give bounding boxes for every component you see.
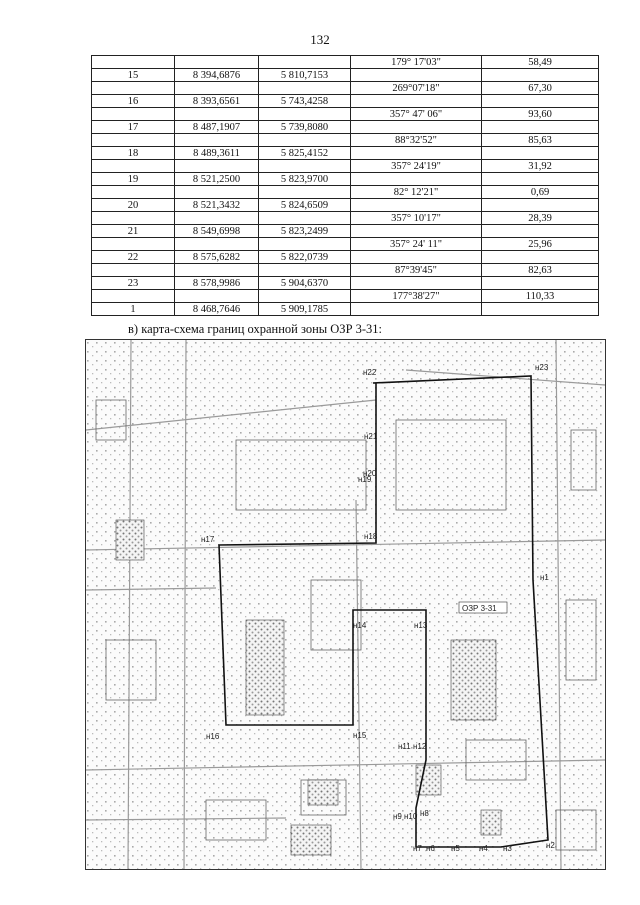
x-coordinate-cell: 8 578,9986 <box>175 277 259 290</box>
vertex-label-n1: н1 <box>540 573 549 582</box>
x-coordinate-cell: 8 549,6998 <box>175 225 259 238</box>
x-coordinate-cell <box>175 238 259 251</box>
vertex-label-n11: н11 <box>398 742 411 751</box>
boundary-map <box>85 339 606 870</box>
bearing-cell <box>351 277 482 290</box>
vertex-label-n14: н14 <box>353 621 367 630</box>
distance-cell <box>482 121 599 134</box>
point-number-cell: 19 <box>92 173 175 186</box>
segment-row <box>92 108 599 121</box>
segment-row <box>92 264 599 277</box>
point-row <box>92 251 599 264</box>
y-coordinate-cell: 5 904,6370 <box>259 277 351 290</box>
point-number-cell: 20 <box>92 199 175 212</box>
x-coordinate-cell: 8 489,3611 <box>175 147 259 160</box>
bearing-cell: 357° 10'17" <box>351 212 482 225</box>
x-coordinate-cell <box>175 82 259 95</box>
zone-label: ОЗР 3-31 <box>462 604 497 613</box>
y-coordinate-cell: 5 822,0739 <box>259 251 351 264</box>
distance-cell <box>482 147 599 160</box>
point-row <box>92 95 599 108</box>
point-row <box>92 277 599 290</box>
point-number-cell <box>92 108 175 121</box>
point-number-cell: 1 <box>92 303 175 316</box>
vertex-label-n8: н8 <box>420 809 429 818</box>
x-coordinate-cell: 8 575,6282 <box>175 251 259 264</box>
vertex-label-n16: н16 <box>206 732 220 741</box>
vertex-label-n19: н19 <box>358 475 372 484</box>
vertex-label-n18: н18 <box>364 532 378 541</box>
point-number-cell <box>92 238 175 251</box>
y-coordinate-cell <box>259 82 351 95</box>
distance-cell: 85,63 <box>482 134 599 147</box>
point-number-cell <box>92 264 175 277</box>
x-coordinate-cell <box>175 134 259 147</box>
point-number-cell <box>92 212 175 225</box>
vertex-label-n15: н15 <box>353 731 367 740</box>
y-coordinate-cell: 5 823,2499 <box>259 225 351 238</box>
vertex-label-n17: н17 <box>201 535 215 544</box>
vertex-label-n6: н6 <box>426 844 435 853</box>
distance-cell: 31,92 <box>482 160 599 173</box>
segment-row <box>92 186 599 199</box>
y-coordinate-cell <box>259 186 351 199</box>
point-row <box>92 147 599 160</box>
bearing-cell <box>351 69 482 82</box>
distance-cell <box>482 251 599 264</box>
bearing-cell: 82° 12'21" <box>351 186 482 199</box>
bearing-cell <box>351 225 482 238</box>
bearing-cell: 269°07'18" <box>351 82 482 95</box>
y-coordinate-cell: 5 743,4258 <box>259 95 351 108</box>
point-row <box>92 199 599 212</box>
bearing-cell: 357° 47' 06" <box>351 108 482 121</box>
bearing-cell <box>351 199 482 212</box>
x-coordinate-cell <box>175 108 259 121</box>
bearing-cell: 87°39'45" <box>351 264 482 277</box>
x-coordinate-cell <box>175 186 259 199</box>
y-coordinate-cell: 5 825,4152 <box>259 147 351 160</box>
segment-row <box>92 212 599 225</box>
vertex-label-n5: н5 <box>451 844 460 853</box>
bearing-cell: 357° 24'19" <box>351 160 482 173</box>
bearing-cell: 357° 24' 11" <box>351 238 482 251</box>
vertex-label-n22: н22 <box>363 368 377 377</box>
vertex-label-n13: н13 <box>414 621 428 630</box>
point-row <box>92 69 599 82</box>
point-number-cell: 23 <box>92 277 175 290</box>
x-coordinate-cell: 8 487,1907 <box>175 121 259 134</box>
x-coordinate-cell <box>175 212 259 225</box>
y-coordinate-cell <box>259 160 351 173</box>
distance-cell: 110,33 <box>482 290 599 303</box>
point-number-cell <box>92 186 175 199</box>
point-number-cell <box>92 160 175 173</box>
distance-cell: 58,49 <box>482 56 599 69</box>
y-coordinate-cell <box>259 134 351 147</box>
bearing-cell: 177°38'27" <box>351 290 482 303</box>
vertex-label-n3: н3 <box>503 844 512 853</box>
point-row <box>92 303 599 316</box>
distance-cell <box>482 95 599 108</box>
point-number-cell <box>92 290 175 303</box>
vertex-label-n20: н20 <box>363 469 377 478</box>
map-background <box>86 340 605 869</box>
x-coordinate-cell: 8 468,7646 <box>175 303 259 316</box>
point-number-cell: 16 <box>92 95 175 108</box>
map-caption: в) карта-схема границ охранной зоны ОЗР 3-31: <box>128 322 383 336</box>
bearing-cell <box>351 303 482 316</box>
distance-cell <box>482 277 599 290</box>
bearing-cell: 88°32'52" <box>351 134 482 147</box>
x-coordinate-cell <box>175 160 259 173</box>
point-row <box>92 121 599 134</box>
distance-cell: 0,69 <box>482 186 599 199</box>
y-coordinate-cell <box>259 264 351 277</box>
x-coordinate-cell <box>175 56 259 69</box>
point-row <box>92 173 599 186</box>
distance-cell <box>482 69 599 82</box>
point-number-cell: 17 <box>92 121 175 134</box>
point-number-cell: 15 <box>92 69 175 82</box>
distance-cell: 25,96 <box>482 238 599 251</box>
bearing-cell <box>351 251 482 264</box>
vertex-label-n21: н21 <box>364 432 378 441</box>
point-number-cell <box>92 56 175 69</box>
distance-cell: 67,30 <box>482 82 599 95</box>
segment-row <box>92 238 599 251</box>
distance-cell <box>482 303 599 316</box>
page-number: 132 <box>310 32 330 47</box>
vertex-label-n7: н7 <box>413 844 422 853</box>
segment-row <box>92 160 599 173</box>
vertex-label-n12: н12 <box>413 742 427 751</box>
vertex-label-n10: н10 <box>404 812 418 821</box>
bearing-cell: 179° 17'03" <box>351 56 482 69</box>
vertex-label-n2: н2 <box>546 841 555 850</box>
y-coordinate-cell <box>259 238 351 251</box>
point-number-cell: 21 <box>92 225 175 238</box>
segment-row <box>92 82 599 95</box>
distance-cell <box>482 225 599 238</box>
x-coordinate-cell: 8 521,2500 <box>175 173 259 186</box>
segment-row <box>92 290 599 303</box>
bearing-cell <box>351 95 482 108</box>
y-coordinate-cell: 5 810,7153 <box>259 69 351 82</box>
x-coordinate-cell: 8 393,6561 <box>175 95 259 108</box>
y-coordinate-cell: 5 909,1785 <box>259 303 351 316</box>
point-number-cell: 18 <box>92 147 175 160</box>
y-coordinate-cell: 5 739,8080 <box>259 121 351 134</box>
y-coordinate-cell: 5 824,6509 <box>259 199 351 212</box>
coordinates-table <box>91 55 599 316</box>
x-coordinate-cell <box>175 264 259 277</box>
x-coordinate-cell: 8 521,3432 <box>175 199 259 212</box>
vertex-label-n9: н9 <box>393 812 402 821</box>
x-coordinate-cell: 8 394,6876 <box>175 69 259 82</box>
distance-cell: 93,60 <box>482 108 599 121</box>
y-coordinate-cell <box>259 212 351 225</box>
vertex-label-n23: н23 <box>535 363 549 372</box>
segment-row <box>92 56 599 69</box>
point-number-cell <box>92 82 175 95</box>
distance-cell <box>482 199 599 212</box>
point-row <box>92 225 599 238</box>
segment-row <box>92 134 599 147</box>
bearing-cell <box>351 173 482 186</box>
distance-cell <box>482 173 599 186</box>
distance-cell: 82,63 <box>482 264 599 277</box>
y-coordinate-cell <box>259 108 351 121</box>
distance-cell: 28,39 <box>482 212 599 225</box>
point-number-cell: 22 <box>92 251 175 264</box>
point-number-cell <box>92 134 175 147</box>
bearing-cell <box>351 147 482 160</box>
y-coordinate-cell <box>259 290 351 303</box>
y-coordinate-cell <box>259 56 351 69</box>
bearing-cell <box>351 121 482 134</box>
vertex-label-n4: н4 <box>479 844 488 853</box>
x-coordinate-cell <box>175 290 259 303</box>
y-coordinate-cell: 5 823,9700 <box>259 173 351 186</box>
